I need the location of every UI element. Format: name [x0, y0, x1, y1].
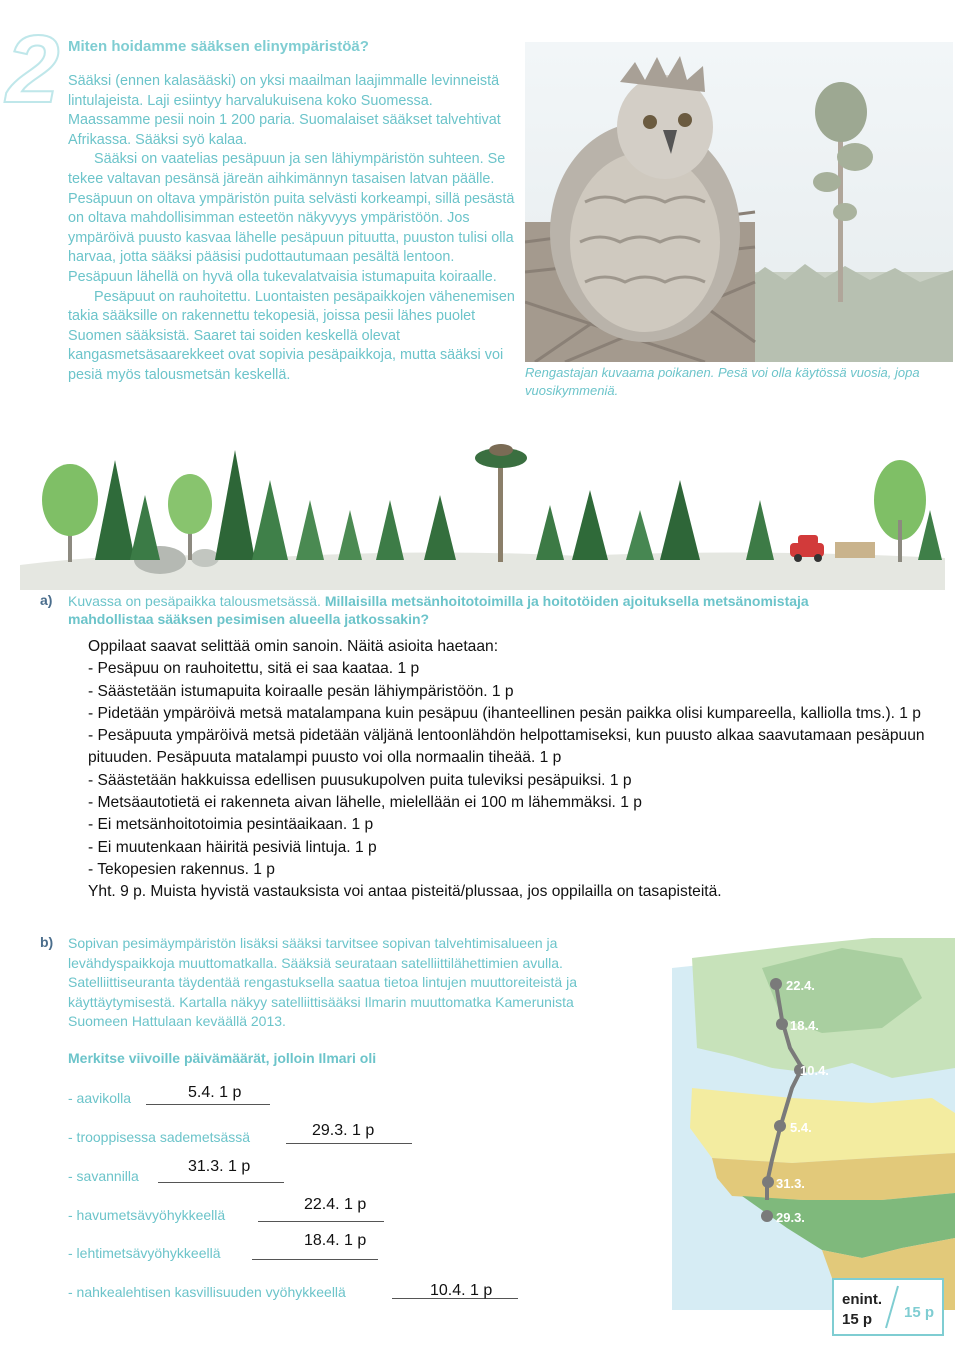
answer-line: Oppilaat saavat selittää omin sanoin. Näitä asioita haetaan: [88, 638, 499, 655]
row-label-sclerophyll-zone: - nahkealehtisen kasvillisuuden vyöhykkeellä [68, 1284, 346, 1300]
question-a-text [68, 592, 888, 628]
answer-savanna: 31.3. 1 p [188, 1158, 251, 1175]
answer-line: - Tekopesien rakennus. 1 p [88, 860, 275, 878]
answer-line-desert[interactable] [146, 1104, 270, 1105]
question-a-bold: Millaisilla metsänhoitotoimilla ja hoitotöiden ajoituksella metsänomistaja mahdollistaa sääksen pesimisen alueella jatkossakin? [68, 593, 809, 627]
answer-line-deciduous-zone[interactable] [252, 1259, 378, 1260]
section-number: 2 [6, 16, 60, 123]
photo-caption: Rengastajan kuvaama poikanen. Pesä voi olla käytössä vuosia, jopa vuosikymmeniä. [525, 365, 920, 398]
page-title: Miten hoidamme sääksen elinympäristöä? [68, 38, 369, 55]
answer-deciduous-zone: 18.4. 1 p [304, 1232, 367, 1249]
answer-line-rainforest[interactable] [286, 1143, 412, 1144]
score-label [842, 1290, 882, 1330]
row-label-desert: - aavikolla [68, 1090, 132, 1106]
intro-text [68, 72, 518, 386]
answer-conifer-zone: 22.4. 1 p [304, 1196, 367, 1213]
answer-line: - Pidetään ympäröivä metsä matalampana kuin pesäpuu (ihanteellinen pesän paikka olisi kumpareella, kalliolla tms.). 1 p [88, 704, 921, 722]
row-label-deciduous-zone: - lehtimetsävyöhykkeellä [68, 1245, 221, 1261]
question-b-text: Sopivan pesimäympäristön lisäksi sääksi tarvitsee sopivan talvehtimisalueen ja levähdyspaikkoja muuttomatkalla. Sääksiä seurataan satelliittilähettimien avulla. Satelliittiseuranta täydentää rengastuksella saatua tietoa lintujen muuttoreiteistä ja käyttäytymisestä. Kartalla näkyy satelliittisääksi Ilmarin muuttomatka Kamerunista Suomeen Hattulaan keväällä 2013. [68, 935, 577, 1029]
answer-line: - Säästetään istumapuita koiraalle pesän lähiympäristöön. 1 p [88, 682, 514, 700]
row-label-rainforest: - trooppisessa sademetsässä [68, 1129, 251, 1145]
score-divider-icon [884, 1284, 900, 1330]
map-label-29-3: 29.3. [776, 1210, 805, 1225]
answer-line: - Säästetään hakkuissa edellisen puusukupolven puita tuleviksi pesäpuiksi. 1 p [88, 771, 632, 789]
intro-paragraph-2: Sääksi on vaatelias pesäpuun ja sen lähiympäristön suhteen. Se tekee valtavan pesänsä järeän aihkimännyn tasaisen latvan päälle. Pesäpuun on oltava ympäristön puita selvästi korkeampi, sillä pesästä on oltava mahdollisimman esteetön näkyvyys ympäristöön. Jos ympäröivä puusto kasvaa lähelle pesäpuun pituutta, puuston tulisi olla harvaa, jotta sääksi pääsisi pudottautumaan pesältä lentoon. Pesäpuun lähellä on hyvä olla tukevalatvaisia istumapuita koiraalle. [68, 151, 515, 285]
osprey-photo [525, 42, 953, 362]
map-label-31-3: 31.3. [776, 1176, 805, 1191]
score-label-line-2: 15 p [842, 1311, 873, 1328]
answer-rainforest: 29.3. 1 p [312, 1122, 375, 1139]
map-label-22-4: 22.4. [786, 978, 815, 993]
question-a-label: a) [40, 592, 53, 608]
answer-line-conifer-zone[interactable] [258, 1221, 384, 1222]
answer-line: - Pesäpuu on rauhoitettu, sitä ei saa kaataa. 1 p [88, 660, 420, 678]
question-b-instruction: Merkitse viivoille päivämäärät, jolloin Ilmari oli [68, 1050, 377, 1066]
answer-line: - Ei metsänhoitotoimia pesintäaikaan. 1 p [88, 816, 374, 834]
forest-illustration [20, 440, 945, 590]
map-label-10-4: 10.4. [800, 1063, 829, 1078]
answer-line-savanna[interactable] [158, 1182, 284, 1183]
intro-paragraph-3: Pesäpuut on rauhoitettu. Luontaisten pesäpaikkojen vähenemisen takia sääksille on rakennettu tekopesiä, joissa pesii lähes puolet Suomen sääksistä. Saaret tai soiden keskellä olevat kangasmetsäsaarekkeet ovat sopivia pesäpaikkoja, mutta sääksi voi pesiä myös talousmetsän keskellä. [68, 288, 515, 383]
map-label-5-4: 5.4. [790, 1120, 812, 1135]
question-a-lead: Kuvassa on pesäpaikka talousmetsässä. [68, 593, 325, 609]
score-max: 15 p [904, 1304, 935, 1321]
answer-desert: 5.4. 1 p [188, 1084, 242, 1101]
answer-total: Yht. 9 p. Muista hyvistä vastauksista voi antaa pisteitä/plussaa, jos oppilailla on tasapisteitä. [88, 883, 722, 901]
score-label-line-1: enint. [842, 1291, 882, 1308]
answer-line: - Metsäautotietä ei rakenneta aivan lähelle, mielellään ei 100 m lähemmäksi. 1 p [88, 794, 642, 812]
question-b-label: b) [40, 934, 54, 950]
migration-map [672, 938, 955, 1310]
answer-sclerophyll-zone: 10.4. 1 p [430, 1282, 493, 1299]
answer-line: - Ei muutenkaan häiritä pesiviä lintuja. 1 p [88, 838, 377, 856]
score-box [832, 1278, 944, 1336]
row-label-savanna: - savannilla [68, 1168, 139, 1184]
answer-a [88, 636, 948, 904]
answer-line: - Pesäpuuta ympäröivä metsä pidetään väljänä lentoonlähdön helpottamiseksi, kun puusto alkaa saavutamaan pesäpuun pituuden. Pesäpuuta matalampi puusto voi olla normaalin tiheää. 1 p [88, 727, 929, 767]
map-label-18-4: 18.4. [790, 1018, 819, 1033]
intro-paragraph-1: Sääksi (ennen kalasääski) on yksi maailman laajimmalle levinneistä lintulajeista. Laji esiintyy harvalukuisena koko Suomessa. Maassamme pesii noin 1 200 paria. Suomalaiset sääkset talvehtivat Afrikassa. Sääksi syö kalaa. [68, 73, 501, 148]
row-label-conifer-zone: - havumetsävyöhykkeellä [68, 1207, 226, 1223]
